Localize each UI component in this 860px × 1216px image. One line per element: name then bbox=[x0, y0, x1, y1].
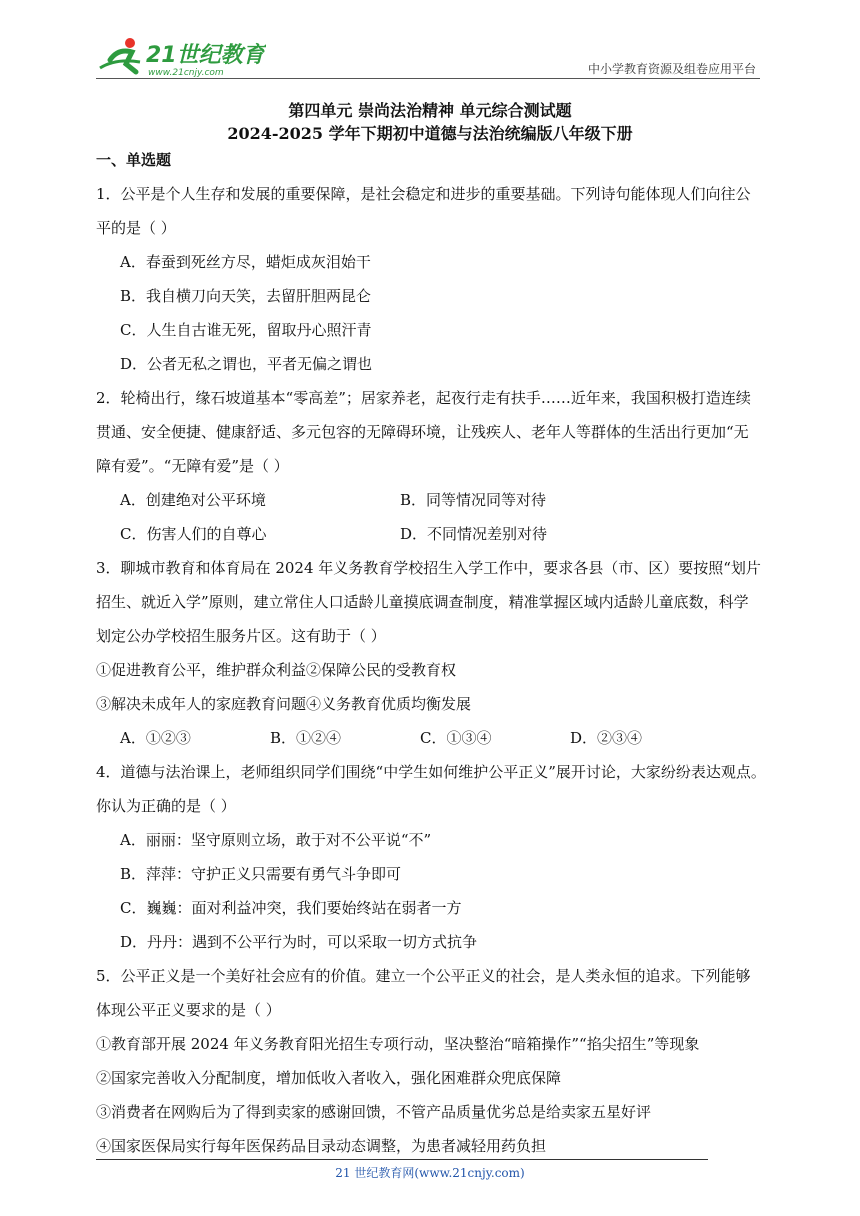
statement-item: ①促进教育公平，维护群众利益②保障公民的受教育权 bbox=[96, 661, 457, 679]
title-line2: 2024-2025 学年下期初中道德与法治统编版八年级下册 bbox=[227, 124, 633, 143]
logo-url: www.21cnjy.com bbox=[148, 68, 224, 78]
question-stem: 3．聊城市教育和体育局在 2024 年义务教育学校招生入学工作中，要求各县（市、区）要按照“划片 bbox=[96, 559, 761, 577]
option-c: C．①③④ bbox=[420, 729, 492, 747]
option-b: B．我自横刀向天笑，去留肝胆两昆仑 bbox=[120, 287, 372, 305]
option-b: B．萍萍：守护正义只需要有勇气斗争即可 bbox=[120, 865, 402, 883]
option-c: C．人生自古谁无死，留取丹心照汗青 bbox=[120, 321, 372, 339]
statement-item: ④国家医保局实行每年医保药品目录动态调整，为患者减轻用药负担 bbox=[96, 1137, 547, 1155]
statement-item: ③解决未成年人的家庭教育问题④义务教育优质均衡发展 bbox=[96, 695, 472, 713]
option-row bbox=[96, 483, 768, 517]
footer-rule bbox=[96, 1159, 708, 1160]
option-d: D．不同情况差别对待 bbox=[400, 525, 548, 543]
question-5 bbox=[96, 959, 768, 1163]
platform-name: 中小学教育资源及组卷应用平台 bbox=[587, 62, 756, 76]
question-content bbox=[96, 143, 768, 1163]
question-4 bbox=[96, 755, 768, 959]
option-c: C．巍巍：面对利益冲突，我们要始终站在弱者一方 bbox=[120, 899, 462, 917]
option-row bbox=[96, 517, 768, 551]
question-1 bbox=[96, 177, 768, 381]
option-row bbox=[96, 721, 768, 755]
question-stem: 你认为正确的是（ ） bbox=[96, 797, 236, 815]
option-c: C．伤害人们的自尊心 bbox=[120, 525, 267, 543]
option-d: D．丹丹：遇到不公平行为时，可以采取一切方式抗争 bbox=[120, 933, 478, 951]
statement-item: ②国家完善收入分配制度，增加低收入者收入，强化困难群众兜底保障 bbox=[96, 1069, 562, 1087]
question-stem: 贯通、安全便捷、健康舒适、多元包容的无障碍环境，让残疾人、老年人等群体的生活出行更加“无 bbox=[96, 423, 749, 441]
question-2 bbox=[96, 381, 768, 551]
logo-text: 21世纪教育 bbox=[146, 43, 265, 68]
page-header bbox=[96, 34, 760, 80]
statement-item: ①教育部开展 2024 年义务教育阳光招生专项行动，坚决整治“暗箱操作”“掐尖招生”等现象 bbox=[96, 1035, 700, 1053]
option-a: A．丽丽：坚守原则立场，敢于对不公平说“不” bbox=[120, 831, 432, 849]
option-a: A．创建绝对公平环境 bbox=[120, 491, 266, 509]
footer-link[interactable]: 21 世纪教育网(www.21cnjy.com) bbox=[335, 1166, 525, 1180]
option-a: A．春蚕到死丝方尽，蜡炬成灰泪始干 bbox=[120, 253, 371, 271]
question-stem: 体现公平正义要求的是（ ） bbox=[96, 1001, 281, 1019]
statement-item: ③消费者在网购后为了得到卖家的感谢回馈，不管产品质量优劣总是给卖家五星好评 bbox=[96, 1103, 652, 1121]
header-rule bbox=[96, 78, 760, 79]
question-stem: 划定公办学校招生服务片区。这有助于（ ） bbox=[96, 627, 386, 645]
question-stem: 平的是（ ） bbox=[96, 219, 176, 237]
question-stem: 4．道德与法治课上，老师组织同学们围绕“中学生如何维护公平正义”展开讨论，大家纷纷表达观点。 bbox=[96, 763, 766, 781]
option-d: D．②③④ bbox=[570, 729, 643, 747]
option-d: D．公者无私之谓也，平者无偏之谓也 bbox=[120, 355, 373, 373]
title-line1: 第四单元 崇尚法治精神 单元综合测试题 bbox=[288, 101, 572, 120]
section-heading: 一、单选题 bbox=[96, 151, 172, 169]
question-stem: 5．公平正义是一个美好社会应有的价值。建立一个公平正义的社会，是人类永恒的追求。下列能够 bbox=[96, 967, 751, 985]
question-stem: 1．公平是个人生存和发展的重要保障，是社会稳定和进步的重要基础。下列诗句能体现人们向往公 bbox=[96, 185, 751, 203]
question-stem: 2．轮椅出行，缘石坡道基本“零高差”；居家养老，起夜行走有扶手……近年来，我国积极打造连续 bbox=[96, 389, 751, 407]
question-stem: 障有爱”。“无障有爱”是（ ） bbox=[96, 457, 289, 475]
logo bbox=[96, 34, 266, 78]
question-stem: 招生、就近入学”原则，建立常住人口适龄儿童摸底调查制度，精准掌握区域内适龄儿童底数，科学 bbox=[96, 593, 749, 611]
option-a: A．①②③ bbox=[120, 729, 191, 747]
option-b: B．同等情况同等对待 bbox=[400, 491, 547, 509]
question-3 bbox=[96, 551, 768, 755]
option-b: B．①②④ bbox=[270, 729, 342, 747]
